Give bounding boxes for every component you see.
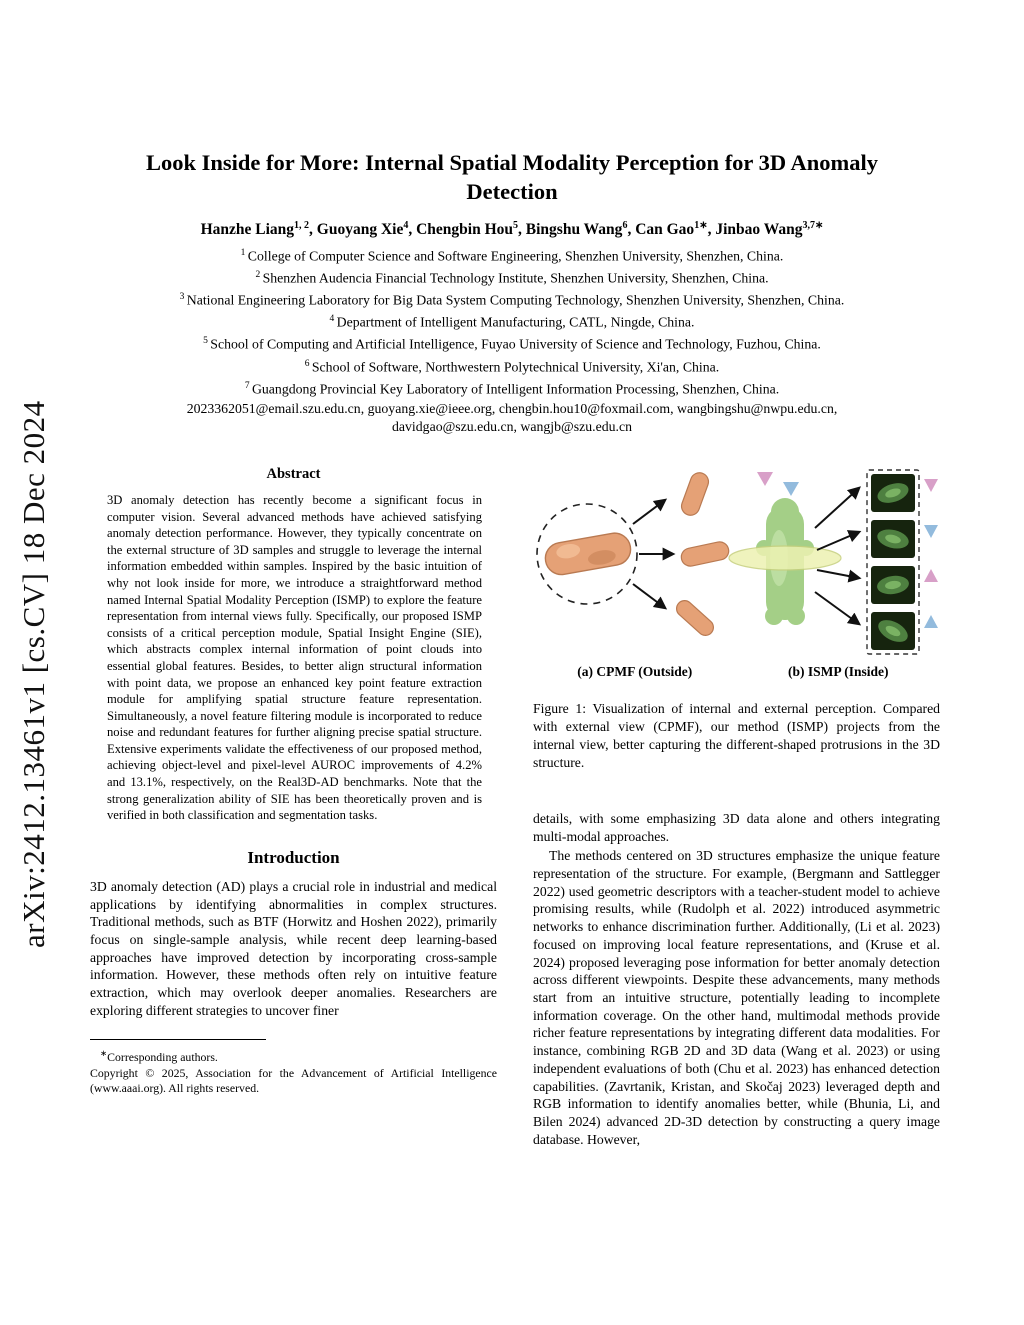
affiliation: $^1$ College of Computer Science and Software Engineering, Shenzhen University, Shenzhen, China. — [240, 247, 784, 264]
figure1-graphic — [533, 466, 939, 658]
anomaly-marker-blue-down — [783, 482, 799, 496]
projection-arrow — [633, 500, 665, 524]
point-cloud-object-outside — [543, 531, 633, 577]
figure1-caption: Figure 1: Visualization of internal and external perception. Compared with external view (CPMF), our method (ISMP) projects from the internal view, better capturing the different-shaped protrusions in the 3D structure. — [533, 700, 940, 770]
footnote-rule — [90, 1039, 266, 1040]
two-column-body — [90, 466, 940, 1148]
footnote-corresponding — [90, 1046, 497, 1065]
subcaption-ismp: (b) ISMP (Inside) — [787, 663, 889, 679]
affiliation: $^5$ School of Computing and Artificial Intelligence, Fuyao University of Science and Technology, Fuzhou, China. — [203, 336, 821, 352]
author: Guoyang Xie$^4$, — [316, 219, 417, 238]
anomaly-marker-pink-down — [757, 472, 773, 486]
email-line-2: davidgao@szu.edu.cn, wangjb@szu.edu.cn — [392, 418, 632, 434]
abstract-text: 3D anomaly detection has recently become a significant focus in computer vision. Several advanced methods have achieved satisfying anomaly detection performance. However, they typically concentrate on the external structure of 3D samples and struggle to leverage the internal information embedded within samples. Inspired by the basic intuition of why not look inside for more, we introduce a straightforward method named Internal Spatial Modality Perception (ISMP) to explore the feature representation from internal views fully. Specifically, our proposed ISMP consists of a critical perception module, Spatial Insight Engine (SIE), which abstracts complex internal information of point clouds into essential global features. Besides, to better align structural information with point data, we propose an enhanced key point feature extraction module for amplifying spatial structure feature representation. Simultaneously, a novel feature filtering module is incorporated to reduce noise and redundant features for further aligning precise spatial structure. Extensive experiments validate the effectiveness of our proposed method, achieving object-level and pixel-level AUROC improvements of 4.2% and 13.1%, respectively, on the Real3D-AD benchmarks. Note that the strong generalization ability of SIE has been theoretically proven and is verified in both classification and segmentation tasks. — [107, 492, 482, 823]
arxiv-watermark: arXiv:2412.13461v1 [cs.CV] 18 Dec 2024 — [16, 400, 51, 948]
subcaption-cpmf: (a) CPMF (Outside) — [577, 663, 693, 679]
affiliation: $^2$ Shenzhen Audencia Financial Technology Institute, Shenzhen University, Shenzhen, China. — [255, 269, 769, 286]
author: Hanzhe Liang$^{1, 2}$, — [200, 219, 317, 238]
footnote — [90, 1039, 497, 1096]
paper-title: Look Inside for More: Internal Spatial Modality Perception for 3D Anomaly Detection — [145, 150, 879, 205]
projection-arrow — [815, 592, 859, 624]
internal-view-strip — [867, 470, 938, 654]
footnote-marker: ∗ — [100, 1048, 108, 1059]
figure1-panel-ismp — [729, 470, 938, 654]
email-block — [0, 400, 1024, 436]
figure1 — [533, 466, 940, 772]
projection-arrow — [815, 488, 859, 528]
figure1-subcaptions — [533, 664, 940, 680]
author: Can Gao$^{1∗}$, — [635, 219, 716, 238]
external-view-fragments — [673, 470, 730, 638]
internal-view-thumbnail — [871, 474, 915, 512]
projection-arrow — [817, 532, 859, 550]
abstract-heading: Abstract — [266, 465, 321, 482]
internal-projection-ring — [729, 546, 841, 570]
affiliation: $^3$ National Engineering Laboratory for Big Data System Computing Technology, Shenzhen University, Shenzhen, China. — [179, 292, 845, 308]
left-column — [90, 466, 497, 1148]
internal-view-thumbnail — [871, 566, 915, 604]
affiliation: $^7$ Guangdong Provincial Key Laboratory of Intelligent Information Processing, Shenzhen, China. — [244, 380, 780, 397]
right-column-paragraph-2: The methods centered on 3D structures emphasize the unique feature representation of the structure. For example, (Bergmann and Sattlegger 2022) used geometric descriptors with a teacher-student model to achieve promising results, while (Rudolph et al. 2022) introduced asymmetric networks to enhance discrimination further. Additionally, (Li et al. 2023) focused on improving local feature representations, and (Kruse et al. 2024) proposed leveraging pose information for better anomaly detection across different viewpoints. Despite these advancements, many methods start from an intuitive structure, potentially leading to incomplete information coverage. On the other hand, multimodal methods provide richer feature representations by integrating different data modalities. For instance, combining RGB 2D and 3D data (Wang et al. 2023) or using independent evaluations of both (Chu et al. 2023) has enhanced detection capabilities. (Zavrtanik, Kristan, and Skočaj 2023) leveraged depth and RGB information to identify anomalies better, while (Bhunia, Li, and Bilen 2024) advanced 2D-3D detection by constructing a query image database. However, — [533, 848, 940, 1147]
right-column — [533, 466, 940, 1148]
anomaly-marker-pink-up — [924, 569, 938, 582]
anomaly-marker-pink-down — [924, 479, 938, 492]
affiliation-list — [0, 244, 1024, 399]
paper-header — [0, 0, 1024, 436]
author: Jinbao Wang$^{3,7∗}$ — [715, 219, 824, 238]
right-column-paragraph-1: details, with some emphasizing 3D data alone and others integrating multi-modal approaches. — [533, 810, 940, 844]
affiliation: $^4$ Department of Intelligent Manufacturing, CATL, Ningde, China. — [329, 314, 695, 330]
internal-view-thumbnail — [871, 520, 915, 558]
email-line-1: 2023362051@email.szu.edu.cn, guoyang.xie@ieee.org, chengbin.hou10@foxmail.com, wangbingshu@nwpu.edu.cn, — [186, 400, 838, 416]
affiliation: $^6$ School of Software, Northwestern Polytechnical University, Xi'an, China. — [304, 358, 720, 375]
internal-view-thumbnail — [871, 612, 915, 650]
footnote-copyright: Copyright © 2025, Association for the Advancement of Artificial Intelligence (www.aaai.org). All rights reserved. — [90, 1065, 497, 1096]
footnote-corresponding-text: Corresponding authors. — [107, 1050, 218, 1065]
author: Bingshu Wang$^6$, — [525, 219, 636, 238]
introduction-paragraph: 3D anomaly detection (AD) plays a crucial role in industrial and medical applications by identifying abnormalities in complex structures. Traditional methods, such as BTF (Horwitz and Hoshen 2022), primarily focus on single-sample analysis, while recent deep learning-based approaches have improved detection by incorporating cross-sample information. However, these methods often rely on intuitive feature extraction, which may overlook deeper anomalies. Researchers are exploring different strategies to uncover finer — [90, 878, 497, 1018]
projection-arrow — [633, 584, 665, 608]
anomaly-marker-blue-up — [924, 615, 938, 628]
author-line — [0, 220, 1024, 239]
introduction-heading: Introduction — [247, 847, 340, 867]
projection-arrow — [817, 570, 859, 578]
anomaly-marker-blue-down — [924, 525, 938, 538]
author: Chengbin Hou$^5$, — [416, 219, 526, 238]
figure1-panel-cpmf — [537, 470, 730, 638]
